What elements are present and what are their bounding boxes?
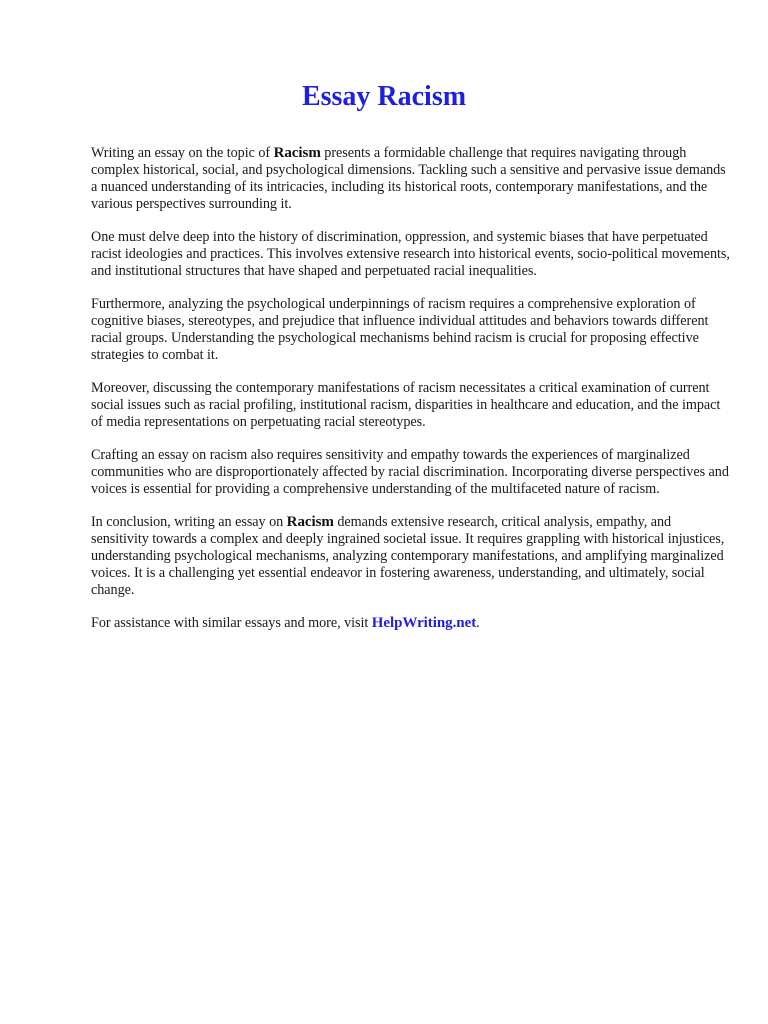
paragraph-history: One must delve deep into the history of discrimination, oppression, and systemic biases that have perpetuated racist ideologies and practices. This involves extensive research into historical events, socio-political movements, and institutional structures that have shaped and perpetuated racial inequalities.	[91, 229, 730, 279]
keyword-racism-conclusion: Racism	[286, 514, 334, 530]
paragraph-assistance	[91, 615, 731, 632]
helpwriting-link[interactable]: HelpWriting.net	[371, 615, 477, 631]
paragraph-intro	[91, 145, 731, 213]
paragraph-psychology: Furthermore, analyzing the psychological underpinnings of racism requires a comprehensive exploration of cognitive biases, stereotypes, and prejudice that influence individual attitudes and behaviors towards different racial groups. Understanding the psychological mechanisms behind racism is crucial for proposing effective strategies to combat it.	[91, 296, 709, 363]
paragraph-conclusion	[91, 514, 731, 599]
document-body	[91, 145, 731, 648]
paragraph-intro-before: Writing an essay on the topic of	[91, 145, 274, 161]
paragraph-empathy: Crafting an essay on racism also requires sensitivity and empathy towards the experiences of marginalized communities who are disproportionately affected by racial discrimination. Incorporating diverse perspectives and voices is essential for providing a comprehensive understanding of the multifaceted nature of racism.	[91, 447, 729, 497]
page-title: Essay Racism	[301, 81, 467, 112]
paragraph-assistance-before: For assistance with similar essays and more, visit	[91, 615, 372, 631]
keyword-racism: Racism	[273, 145, 321, 161]
paragraph-intro-after: presents a formidable challenge that requires navigating through complex historical, social, and psychological dimensions. Tackling such a sensitive and pervasive issue demands a nuanced understanding of its intricacies, including its historical roots, contemporary manifestations, and the various perspectives surrounding it.	[91, 145, 726, 212]
paragraph-conclusion-after: demands extensive research, critical analysis, empathy, and sensitivity towards a complex and deeply ingrained societal issue. It requires grappling with historical injustices, understanding psychological mechanisms, analyzing contemporary manifestations, and amplifying marginalized voices. It is a challenging yet essential endeavor in fostering awareness, understanding, and ultimately, social change.	[91, 514, 725, 598]
paragraph-assistance-after: .	[476, 615, 480, 631]
paragraph-conclusion-before: In conclusion, writing an essay on	[91, 514, 287, 530]
paragraph-contemporary: Moreover, discussing the contemporary manifestations of racism necessitates a critical examination of current social issues such as racial profiling, institutional racism, disparities in healthcare and education, and the impact of media representations on perpetuating racial stereotypes.	[91, 380, 721, 430]
